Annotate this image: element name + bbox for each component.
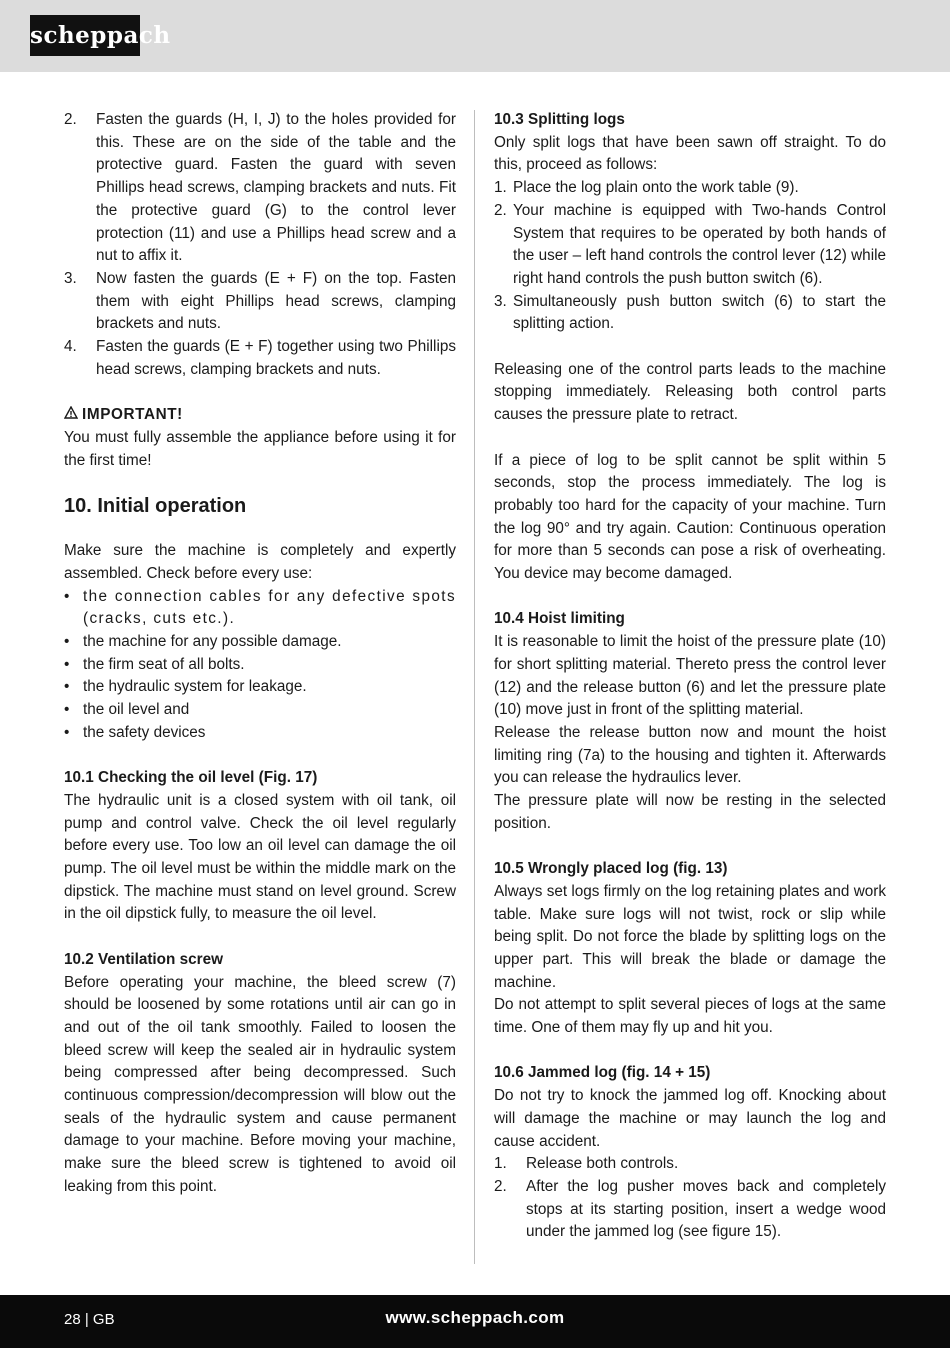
subsection-title: 10.5 Wrongly placed log (fig. 13) bbox=[494, 860, 728, 878]
paragraph: It is reasonable to limit the hoist of the pressure plate (10) for short splitting material. Thereto press the control lever (12) and the release button (6) and let the pressure plate (10) move just in front of the splitting material. bbox=[494, 633, 886, 719]
list-item: 2. Your machine is equipped with Two-hands Control System that requires to be operated by both hands of the user – left hand controls the control lever (12) while right hand controls the push button switch (6). bbox=[494, 201, 886, 287]
right-column bbox=[494, 109, 886, 1244]
paragraph: Releasing one of the control parts leads to the machine stopping immediately. Releasing both control parts causes the pressure plate to retract. bbox=[494, 360, 886, 424]
paragraph: Release the release button now and mount the hoist limiting ring (7a) to the housing and tighten it. Afterwards you can release the hydraulics lever. bbox=[494, 723, 886, 787]
paragraph: The hydraulic unit is a closed system with oil tank, oil pump and control valve. Check the oil level regularly before every use. Too low an oil level can damage the oil pump. The oil level must be within the middle mark on the dipstick. The machine must stand on level ground. Screw in the oil dipstick fully, to measure the oil level. bbox=[64, 791, 456, 923]
subsection-title: 10.3 Splitting logs bbox=[494, 111, 625, 128]
list-item: 2. Fasten the guards (H, I, J) to the holes provided for this. These are on the side of the table and the protective guard. Fasten the guard with seven Phillips head screws, clamping brackets and nuts. Fit the protective guard (G) to the control lever protection (11) and use a Phillips head screw and a nut to affix it. bbox=[64, 111, 456, 265]
list-item: • the hydraulic system for leakage. bbox=[64, 678, 307, 696]
subsection-title: 10.2 Ventilation screw bbox=[64, 950, 223, 968]
intro-text: Make sure the machine is completely and expertly assembled. Check before every use: bbox=[64, 542, 456, 582]
jammed-steps bbox=[494, 1153, 886, 1244]
list-item: • the machine for any possible damage. bbox=[64, 633, 342, 651]
list-item: • the firm seat of all bolts. bbox=[64, 655, 245, 673]
section-title: 10. Initial operation bbox=[64, 495, 247, 518]
list-item: 3. Simultaneously push button switch (6) to start the splitting action. bbox=[494, 292, 886, 333]
assembly-steps bbox=[64, 109, 456, 381]
check-list bbox=[64, 586, 456, 745]
list-item: • the safety devices bbox=[64, 723, 206, 741]
subsection-title: 10.1 Checking the oil level (Fig. 17) bbox=[64, 769, 318, 787]
list-item: • the connection cables for any defective spots (cracks, cuts etc.). bbox=[64, 587, 456, 628]
list-item: 1. Release both controls. bbox=[494, 1155, 679, 1173]
paragraph: Always set logs firmly on the log retaining plates and work table. Make sure logs will not twist, rock or slip while being split. Do not force the blade by splitting logs on the upper part. This will break the blade or damage the machine. bbox=[494, 882, 886, 991]
paragraph: If a piece of log to be split cannot be split within 5 seconds, stop the process immediately. The log is probably too hard for the capacity of your machine. Turn the log 90° and try again. Caution: Continuous operation for more than 5 seconds can pose a risk of overheating. You device may become damaged. bbox=[494, 451, 886, 583]
subsection-title: 10.6 Jammed log (fig. 14 + 15) bbox=[494, 1064, 711, 1082]
page-header bbox=[0, 0, 950, 72]
page-footer bbox=[0, 1295, 950, 1348]
paragraph: The pressure plate will now be resting in the selected position. bbox=[494, 792, 886, 832]
paragraph: Only split logs that have been sawn off straight. To do this, proceed as follows: bbox=[494, 133, 886, 174]
paragraph: Do not attempt to split several pieces of logs at the same time. One of them may fly up and hit you. bbox=[494, 996, 886, 1037]
list-item: 4. Fasten the guards (E + F) together using two Phillips head screws, clamping brackets and nuts. bbox=[64, 338, 456, 378]
website-url: www.scheppach.com bbox=[385, 1308, 565, 1327]
list-item: 3. Now fasten the guards (E + F) on the top. Fasten them with eight Phillips head screws, clamping brackets and nuts. bbox=[64, 269, 456, 333]
important-heading: IMPORTANT! bbox=[64, 404, 456, 427]
splitting-steps bbox=[494, 177, 886, 336]
subsection-title: 10.4 Hoist limiting bbox=[494, 610, 625, 628]
page-number: 28 | GB bbox=[64, 1311, 115, 1328]
brand-logo: scheppach bbox=[30, 15, 140, 56]
warning-icon bbox=[64, 404, 82, 427]
paragraph: Do not try to knock the jammed log off. Knocking about will damage the machine or may launch the log and cause accident. bbox=[494, 1087, 886, 1150]
list-item: 2. After the log pusher moves back and completely stops at its starting position, insert a wedge wood under the jammed log (see figure 15). bbox=[494, 1177, 886, 1241]
left-column bbox=[64, 109, 456, 1199]
list-item: • the oil level and bbox=[64, 701, 190, 719]
important-text: You must fully assemble the appliance before using it for the first time! bbox=[64, 428, 456, 469]
list-item: 1. Place the log plain onto the work table (9). bbox=[494, 179, 799, 197]
column-divider bbox=[474, 110, 475, 1264]
paragraph: Before operating your machine, the bleed screw (7) should be loosened by some rotations until air can go in and out of the oil tank smoothly. Failed to loosen the bleed screw will keep the sealed air in hydraulic system being compressed after being decompressed. Such continuous compression/decompression will blow out the seals of the hydraulic system and cause permanent damage to your machine. Before moving your machine, make sure the bleed screw is tightened to avoid oil leaking from this point. bbox=[64, 973, 456, 1195]
